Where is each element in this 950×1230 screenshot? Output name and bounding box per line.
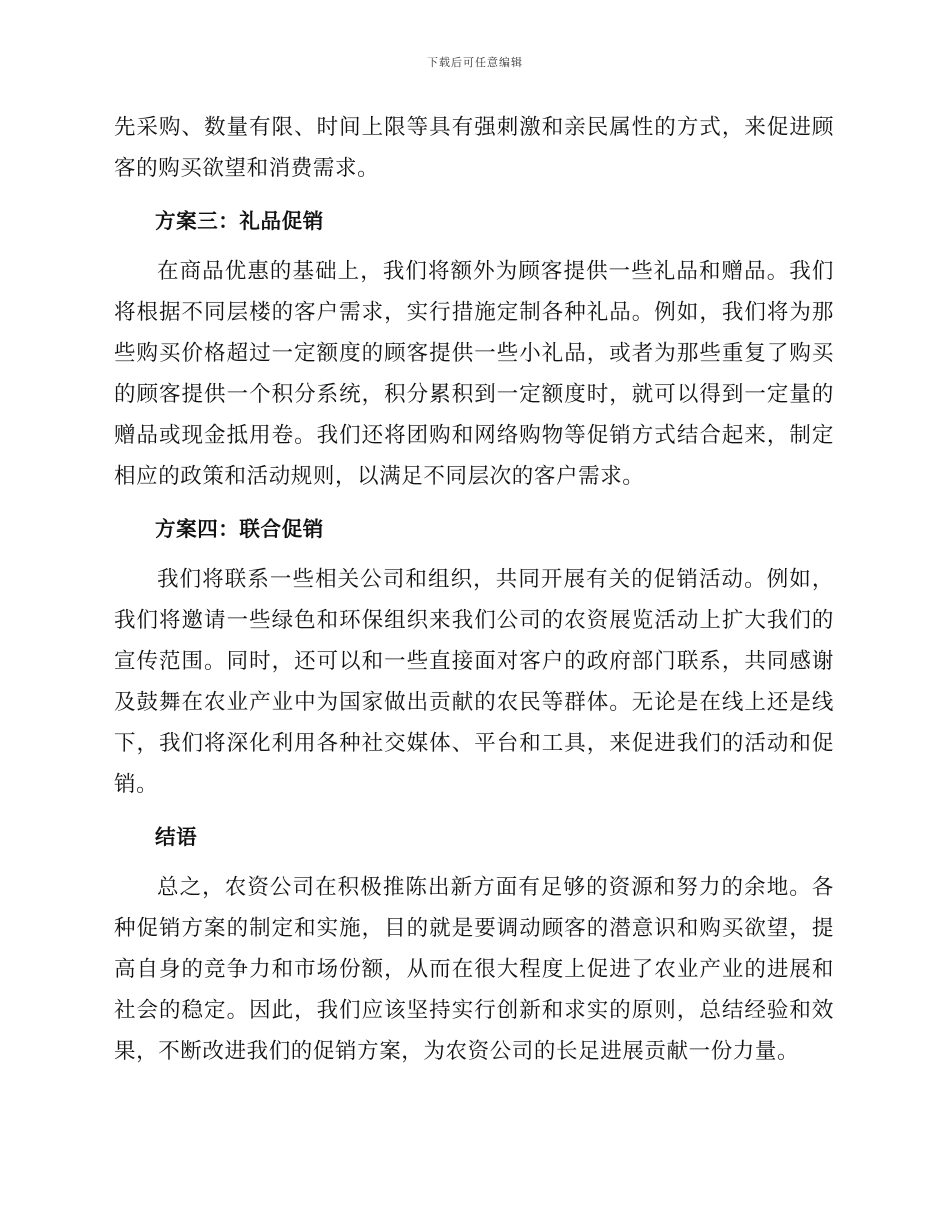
section3-paragraph: 在商品优惠的基础上，我们将额外为顾客提供一些礼品和赠品。我们将根据不同层楼的客户需求，实行措施定制各种礼品。例如，我们将为那些购买价格超过一定额度的顾客提供一些小礼品，或者为那些重复了购买的顾客提供一个积分系统，积分累积到一定额度时，就可以得到一定量的赠品或现金抵用卷。我们还将团购和网络购物等促销方式结合起来，制定相应的政策和活动规则，以满足不同层次的客户需求。: [114, 259, 834, 489]
document-body: [114, 107, 834, 1084]
section4-heading: 方案四：联合促销: [155, 517, 324, 541]
page-header: 下载后可任意编辑: [427, 56, 523, 69]
continuation-paragraph: 先采购、数量有限、时间上限等具有强刺激和亲民属性的方式，来促进顾客的购买欲望和消费需求。: [114, 115, 834, 181]
conclusion-heading: 结语: [155, 825, 198, 849]
section4-paragraph: 我们将联系一些相关公司和组织，共同开展有关的促销活动。例如，我们将邀请一些绿色和环保组织来我们公司的农资展览活动上扩大我们的宣传范围。同时，还可以和一些直接面对客户的政府部门联系，共同感谢及鼓舞在农业产业中为国家做出贡献的农民等群体。无论是在线上还是线下，我们将深化利用各种社交媒体、平台和工具，来促进我们的活动和促销。: [114, 567, 834, 797]
section3-heading: 方案三：礼品促销: [155, 209, 324, 233]
conclusion-paragraph: 总之，农资公司在积极推陈出新方面有足够的资源和努力的余地。各种促销方案的制定和实施，目的就是要调动顾客的潜意识和购买欲望，提高自身的竞争力和市场份额，从而在很大程度上促进了农业产业的进展和社会的稳定。因此，我们应该坚持实行创新和求实的原则，总结经验和效果，不断改进我们的促销方案，为农资公司的长足进展贡献一份力量。: [114, 875, 834, 1064]
